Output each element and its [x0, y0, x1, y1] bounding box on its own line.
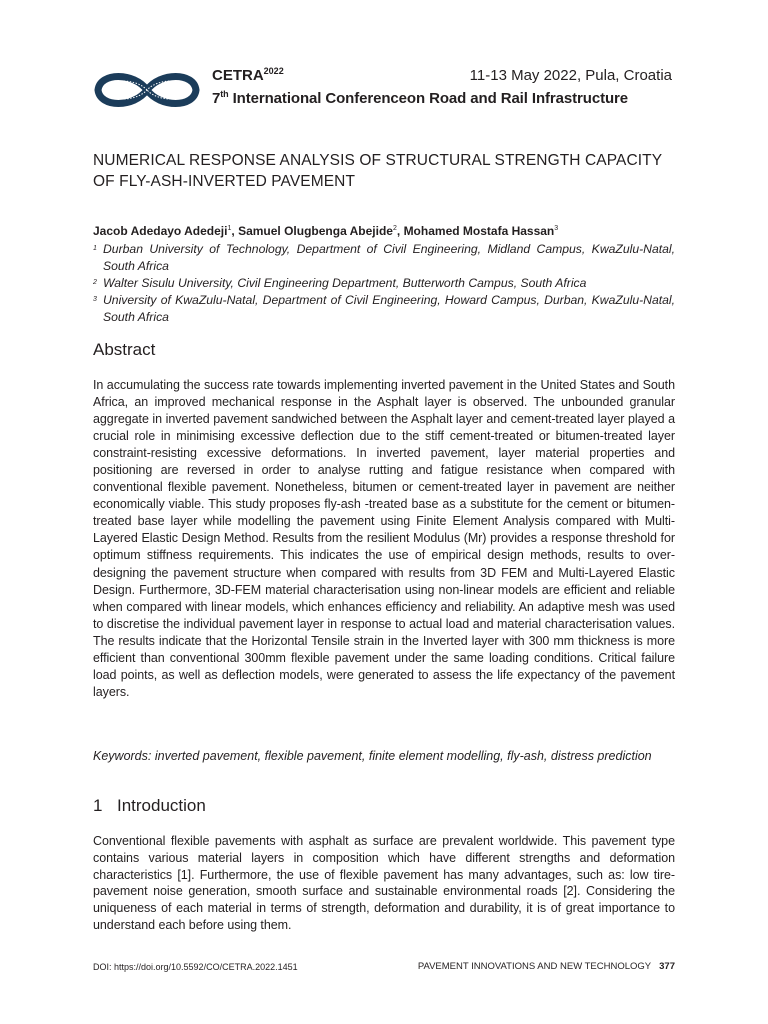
affiliation-list: [93, 241, 675, 326]
introduction-body: Conventional flexible pavements with asphalt as surface are prevalent worldwide. This pavement type contains various material layers in composition which have different strengths and deformation characteristics [1]. Furthermore, the use of flexible pavement has many advantages, such as: low tire-pavement noise generation, smooth surface and sustainable environmental roads [2]. Considering the uniqueness of each material in terms of strength, deformation and durability, it is of great importance to understand each before using them.: [93, 834, 675, 932]
author-list: Jacob Adedayo Adedeji$^1$, Samuel Olugbenga Abejide$^2$, Mohamed Mostafa Hassan$^3$: [93, 224, 559, 238]
paper-title: NUMERICAL RESPONSE ANALYSIS OF STRUCTURAL STRENGTH CAPACITY OF FLY-ASH-INVERTED PAVEMENT: [93, 152, 662, 190]
conference-dates-location: 11-13 May 2022, Pula, Croatia: [469, 67, 672, 84]
abstract-heading: Abstract: [93, 340, 156, 359]
keywords-label: Keywords:: [93, 749, 152, 763]
author-name: Jacob Adedayo Adedeji: [93, 224, 228, 238]
affiliation-item: 2 Walter Sisulu University, Civil Engineering Department, Butterworth Campus, South Africa: [93, 276, 587, 290]
keywords-text: inverted pavement, flexible pavement, finite element modelling, fly-ash, distress prediction: [154, 749, 652, 763]
affiliation-item: 3 University of KwaZulu-Natal, Department of Civil Engineering, Howard Campus, Durban, KwaZulu-Natal, South Africa: [93, 293, 675, 324]
doi-link[interactable]: DOI: https://doi.org/10.5592/CO/CETRA.2022.1451: [93, 962, 298, 972]
affiliation-item: 1 Durban University of Technology, Department of Civil Engineering, Midland Campus, KwaZulu-Natal, South Africa: [93, 242, 675, 273]
section-heading-introduction: 1 Introduction: [93, 796, 206, 815]
conference-short-name: $CETRA^{2022}$: [212, 66, 284, 84]
abstract-body: In accumulating the success rate towards implementing inverted pavement in the United States and South Africa, an improved mechanical response in the Asphalt layer is observed. The unbounded granular aggregate in inverted pavement sandwiched between the Asphalt layer and cement-treated layer played a crucial role in minimising excessive deflection due to the stiff cement-treated or bitumen-treated layer constraint-resisting excessive deformations. In inverted pavement, layer material properties and positioning are reversed in order to analyse rutting and fatigue resistance when compared with conventional flexible pavement. Nonetheless, bitumen or cement-treated layer in pavement are neither economically viable. This study proposes fly-ash -treated base as a substitute for the cement or bitumen-treated base layer while modelling the pavement using Finite Element Analysis compared with Multi-Layered Elastic Design Method. Results from the resilient Modulus (Mr) provides a response threshold for optimum stiffness requirements. This indicates the use of empirical design methods, results to over-designing the pavement structure when compared with results from 3D FEM and Multi-Layered Elastic Design. Furthermore, 3D-FEM material characterisation using non-linear models are efficient and reliable when compared with linear models, which enhances efficiency and reliability. An adaptive mesh was used to discretise the individual pavement layer in response to actual load and material characterisation values. The results indicate that the Horizontal Tensile strain in the Inverted layer with 300 mm thickness is more efficient than conventional 300mm flexible pavement under the same loading conditions. Critical failure load points, as well as deflection models, were generated to assess the life expectancy of the pavement layers.: [93, 378, 675, 699]
page-number: 377: [659, 961, 675, 972]
section-name: PAVEMENT INNOVATIONS AND NEW TECHNOLOGY: [417, 961, 652, 972]
author-name: Samuel Olugbenga Abejide: [238, 224, 393, 238]
author-name: Mohamed Mostafa Hassan: [403, 224, 555, 238]
keywords: [93, 748, 675, 765]
section-number: 1: [93, 796, 103, 815]
infinity-logo-icon: [92, 68, 202, 112]
running-footer: [418, 961, 675, 972]
conference-full-name: 7th International Conferenceon Road and Rail Infrastructure: [212, 89, 629, 107]
